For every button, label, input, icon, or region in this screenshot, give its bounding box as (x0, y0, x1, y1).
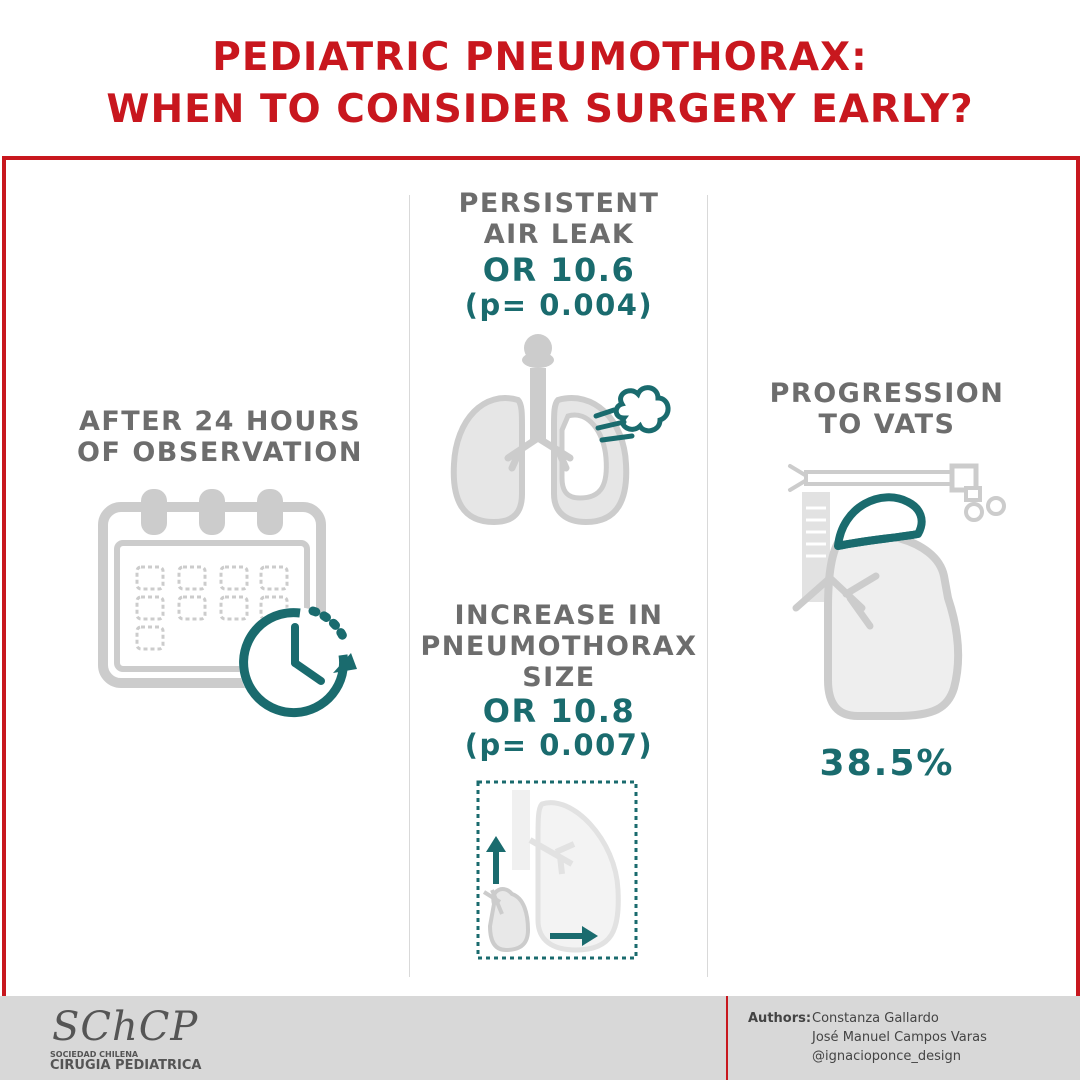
air-leak-p-value: (p= 0.004) (464, 288, 654, 322)
logo-subtitle-1: SOCIEDAD CHILENA (50, 1050, 139, 1059)
vats-instrument-lung-icon (786, 458, 1008, 722)
size-increase-label-line-1: INCREASE IN (454, 600, 664, 631)
author-2: José Manuel Campos Varas (812, 1030, 987, 1045)
size-increase-label-line-3: SIZE (522, 662, 596, 693)
air-leak-label-line-1: PERSISTENT (458, 188, 660, 219)
air-leak-label-line-2: AIR LEAK (483, 219, 635, 250)
air-leak-odds-ratio: OR 10.6 (482, 251, 636, 289)
footer (0, 996, 1080, 1080)
footer-separator (726, 996, 728, 1080)
lungs-air-leak-icon (448, 334, 678, 529)
vats-percentage: 38.5% (819, 743, 955, 784)
calendar-clock-icon (95, 485, 365, 725)
observation-label-line-2: OF OBSERVATION (77, 437, 363, 468)
schcp-logo: SChCP (52, 1004, 199, 1050)
observation-label (60, 406, 380, 468)
authors-label: Authors: (748, 1011, 812, 1026)
page-title (0, 32, 1080, 136)
size-increase-label-line-2: PNEUMOTHORAX (420, 631, 698, 662)
size-increase-odds-ratio: OR 10.8 (482, 692, 636, 730)
title-line-2: WHEN TO CONSIDER SURGERY EARLY? (106, 87, 974, 132)
title-line-1: PEDIATRIC PNEUMOTHORAX: (212, 35, 868, 80)
vats-label-line-2: TO VATS (818, 409, 956, 440)
author-1: Constanza Gallardo (812, 1011, 939, 1026)
logo-subtitle-2: CIRUGIA PEDIATRICA (50, 1058, 202, 1073)
lung-expansion-icon (476, 780, 638, 960)
size-increase-label (410, 600, 708, 693)
size-increase-p-value: (p= 0.007) (464, 728, 654, 762)
vats-label (740, 378, 1034, 440)
observation-label-line-1: AFTER 24 HOURS (78, 406, 362, 437)
author-3: @ignacioponce_design (812, 1049, 961, 1064)
air-leak-label (410, 188, 708, 250)
vats-label-line-1: PROGRESSION (769, 378, 1005, 409)
